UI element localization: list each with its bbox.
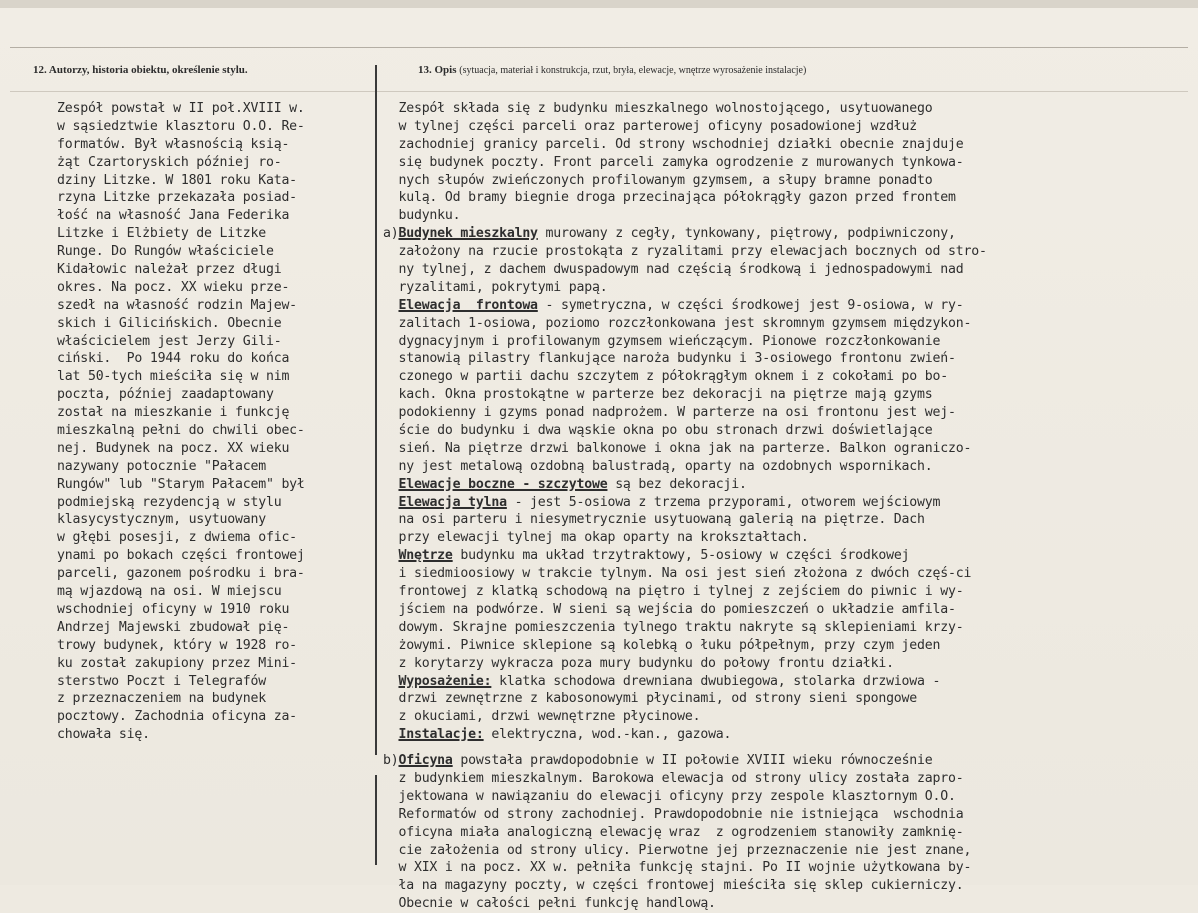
description-line: budynku. xyxy=(383,208,461,224)
description-line: oficyna miała analogiczną elewację wraz z ogrodzeniem stanowiły zamknię- xyxy=(383,824,964,840)
description-line: ny jest metalową ozdobną balustradą, oparty na ozdobnych wspornikach. xyxy=(383,458,933,474)
section-12-title: Autorzy, historia obiektu, określenie stylu. xyxy=(48,64,248,76)
description-line: w XIX i na pocz. XX w. pełniła funkcję stajni. Po II wojnie użytkowana by- xyxy=(383,860,972,876)
description-line: z korytarzy wykracza poza mury budynku do połowy frontu działki. xyxy=(383,655,894,671)
history-line: ku został zakupiony przez Mini- xyxy=(57,655,297,671)
rear-elevation-lines xyxy=(383,511,987,547)
history-line: Andrzej Majewski zbudował pię- xyxy=(57,619,290,635)
description-line: kulą. Od bramy biegnie droga przecinająca półokrągły gazon przed frontem xyxy=(383,190,956,206)
section-a-residential-building xyxy=(383,225,987,744)
front-elevation-line xyxy=(383,297,987,315)
description-line: Obecnie w całości pełni funkcję handlową. xyxy=(383,896,716,912)
description-line: ryzalitami, pokrytymi papą. xyxy=(383,279,608,295)
history-line: sterstwo Poczt i Telegrafów xyxy=(57,673,266,689)
section-b-heading: Oficyna xyxy=(398,753,453,769)
section-a-marker: a) xyxy=(383,226,399,242)
history-line: Zespół powstał w II poł.XVIII w. xyxy=(57,101,305,116)
section-b-first-line xyxy=(383,752,987,770)
history-line: Litzke i Elżbiety de Litzke xyxy=(57,226,266,242)
history-line: okres. Na pocz. XX wieku prze- xyxy=(57,279,290,295)
description-line: z okuciami, drzwi wewnętrzne płycinowe. xyxy=(383,709,701,725)
history-line: nej. Budynek na pocz. XX wieku xyxy=(57,440,290,456)
description-line: zalitach 1-osiowa, poziomo rozczłonkowana jest skromnym gzymsem międzykon- xyxy=(383,315,972,331)
column-divider xyxy=(375,65,377,755)
interior-lines xyxy=(383,565,987,672)
section-13-number: 13. xyxy=(418,64,432,76)
history-line: skich i Gilicińskich. Obecnie xyxy=(57,315,282,331)
equipment-heading: Wyposażenie: xyxy=(398,673,492,689)
section-a-heading: Budynek mieszkalny xyxy=(398,226,538,242)
description-line: przy elewacji tylnej ma okap oparty na krokształtach. xyxy=(383,530,809,546)
description-line: jściem na podwórze. W sieni są wejścia do pomieszczeń o układzie amfila- xyxy=(383,601,956,617)
section-b-lines xyxy=(383,770,987,913)
side-elevation-line xyxy=(383,476,987,494)
history-line: Runge. Do Rungów właściciele xyxy=(57,244,274,260)
history-line: wschodniej oficyny w 1910 roku xyxy=(57,601,290,617)
history-line: pocztowy. Zachodnia oficyna za- xyxy=(57,709,297,725)
equipment-first-text: klatka schodowa drewniana dwubiegowa, stolarka drzwiowa - xyxy=(491,673,941,689)
history-line: z przeznaczeniem na budynek xyxy=(57,691,266,707)
page-top-edge xyxy=(0,0,1198,8)
section-12-header xyxy=(33,64,248,76)
equipment-lines xyxy=(383,690,987,726)
section-a-first-line xyxy=(383,225,987,243)
description-line: na osi parteru i niesymetrycznie usytuowaną galerią na piętrze. Dach xyxy=(383,512,925,528)
description-intro xyxy=(383,100,987,225)
history-text xyxy=(57,100,305,744)
description-line: ny tylnej, z dachem dwuspadowym nad częścią środkową i jednospadowymi nad xyxy=(383,262,964,278)
rear-elevation-line xyxy=(383,494,987,512)
history-line: Rungów" lub "Starym Pałacem" był xyxy=(57,476,305,492)
description-line: sień. Na piętrze drzwi balkonowe i okna jak na parterze. Balkon ograniczo- xyxy=(383,440,972,456)
description-line: Reformatów od strony zachodniej. Prawdopodobnie nie istniejąca wschodnia xyxy=(383,806,964,822)
history-line: żąt Czartoryskich później ro- xyxy=(57,154,282,170)
history-line: właścicielem jest Jerzy Gili- xyxy=(57,333,282,349)
history-line: ynami po bokach części frontowej xyxy=(57,548,305,564)
history-line: parceli, gazonem pośrodku i bra- xyxy=(57,566,305,582)
history-line: lat 50-tych mieściła się w nim xyxy=(57,369,290,385)
history-line: podmiejską rezydencją w stylu xyxy=(57,494,282,510)
description-line: jektowana w nawiązaniu do elewacji oficyny przy zespole klasztornym O.O. xyxy=(383,788,956,804)
history-line: klasycystycznym, usytuowany xyxy=(57,512,266,528)
description-text xyxy=(383,100,987,913)
history-line: Kidałowic należał przez długi xyxy=(57,262,282,278)
history-line: formatów. Był własnością ksią- xyxy=(57,136,290,152)
description-line: podokienny i gzyms ponad nadprożem. W parterze na osi frontonu jest wej- xyxy=(383,405,956,421)
history-line: rzyna Litzke przekazała posiad- xyxy=(57,190,297,206)
description-line: stanowią pilastry flankujące naroża budynku i 3-osiowego frontonu zwień- xyxy=(383,351,956,367)
column-divider-lower xyxy=(375,775,377,865)
section-12-number: 12. xyxy=(33,64,47,76)
section-b-marker: b) xyxy=(383,753,399,769)
side-elevation-text: są bez dekoracji. xyxy=(607,476,747,492)
description-line: dowym. Skrajne pomieszczenia tylnego traktu nakryte są sklepieniami krzy- xyxy=(383,619,964,635)
description-line: ła na magazyny poczty, w części frontowej mieściła się sklep cukierniczy. xyxy=(383,878,964,894)
description-line: zachodniej granicy parceli. Od strony wschodniej działki obecnie znajduje xyxy=(383,136,964,152)
rear-elevation-heading: Elewacja tylna xyxy=(398,494,507,510)
section-a-first-text: murowany z cegły, tynkowany, piętrowy, podpiwniczony, xyxy=(537,226,956,242)
description-line: żowymi. Piwnice sklepione są kolebką o łuku półpełnym, przy czym jeden xyxy=(383,637,941,653)
description-line: drzwi zewnętrzne z kabosonowymi płycinami, od strony sieni spongowe xyxy=(383,691,918,707)
front-elevation-lines xyxy=(383,315,987,476)
history-line: trowy budynek, który w 1928 ro- xyxy=(57,637,297,653)
history-line: dziny Litzke. W 1801 roku Kata- xyxy=(57,172,297,188)
section-a-lines xyxy=(383,243,987,297)
history-line: w sąsiedztwie klasztoru O.O. Re- xyxy=(57,118,305,134)
installations-text: elektryczna, wod.-kan., gazowa. xyxy=(483,727,732,743)
history-line: łość na własność Jana Federika xyxy=(57,208,290,224)
description-line: założony na rzucie prostokąta z ryzalitami przy elewacjach bocznych od stro- xyxy=(383,244,987,260)
equipment-line xyxy=(383,673,987,691)
section-13-header xyxy=(418,64,806,76)
installations-heading: Instalacje: xyxy=(398,727,484,743)
interior-heading: Wnętrze xyxy=(398,548,453,564)
description-line: dygnacyjnym i profilowanym gzymsem wieńczącym. Pionowe rozczłonkowanie xyxy=(383,333,941,349)
description-line: nych słupów zwieńczonych profilowanym gzymsem, a słupy bramne ponadto xyxy=(383,172,933,188)
description-line: frontowej z klatką schodową na piętro i tylnej z zejściem do piwnic i wy- xyxy=(383,584,964,600)
description-line: w tylnej części parceli oraz parterowej oficyny posadowionej wzdłuż xyxy=(383,118,918,134)
history-line: ciński. Po 1944 roku do końca xyxy=(57,351,290,367)
section-13-subtitle: (sytuacja, materiał i konstrukcja, rzut, bryła, elewacje, wnętrze wyrosażenie instalacje) xyxy=(459,65,807,76)
section-13-title: Opis xyxy=(434,64,457,76)
description-line: się budynek poczty. Front parceli zamyka ogrodzenie z murowanych tynkowa- xyxy=(383,154,964,170)
history-line: został na mieszkanie i funkcję xyxy=(57,405,290,421)
installations-line xyxy=(383,726,987,744)
top-rule xyxy=(10,47,1188,48)
front-elevation-first-text: - symetryczna, w części środkowej jest 9-osiowa, w ry- xyxy=(537,297,964,313)
interior-first-text: budynku ma układ trzytraktowy, 5-osiowy w części środkowej xyxy=(452,548,910,564)
history-line: w głębi posesji, z dwiema ofic- xyxy=(57,530,297,546)
section-b-outbuilding xyxy=(383,752,987,913)
description-line: z budynkiem mieszkalnym. Barokowa elewacja od strony ulicy została zapro- xyxy=(383,770,964,786)
description-line: czonego w partii dachu szczytem z półokrągłym oknem i z cokołami po bo- xyxy=(383,369,948,385)
section-b-first-text: powstała prawdopodobnie w II połowie XVIII wieku równocześnie xyxy=(452,753,933,769)
side-elevation-heading: Elewacje boczne - szczytowe xyxy=(398,476,608,492)
description-line: ście do budynku i dwa wąskie okna po obu stronach drzwi doświetlające xyxy=(383,423,933,439)
history-line: mieszkalną pełni do chwili obec- xyxy=(57,423,305,439)
front-elevation-heading: Elewacja frontowa xyxy=(398,297,538,313)
description-line: i siedmioosiowy w trakcie tylnym. Na osi jest sień złożona z dwóch częś-ci xyxy=(383,566,972,582)
interior-line xyxy=(383,547,987,565)
description-line: cie założenia od strony ulicy. Pierwotne jej przeznaczenie nie jest znane, xyxy=(383,842,972,858)
header-rule xyxy=(10,91,1188,92)
history-line: nazywany potocznie "Pałacem xyxy=(57,458,266,474)
description-line: kach. Okna prostokątne w parterze bez dekoracji na piętrze mają gzyms xyxy=(383,387,933,403)
history-line: szedł na własność rodzin Majew- xyxy=(57,297,297,313)
history-line: chowała się. xyxy=(57,727,150,743)
history-line: mą wjazdową na osi. W miejscu xyxy=(57,584,282,600)
rear-elevation-first-text: - jest 5-osiowa z trzema przyporami, otworem wejściowym xyxy=(506,494,941,510)
description-line: Zespół składa się z budynku mieszkalnego wolnostojącego, usytuowanego xyxy=(383,101,933,116)
history-line: poczta, później zaadaptowany xyxy=(57,387,274,403)
